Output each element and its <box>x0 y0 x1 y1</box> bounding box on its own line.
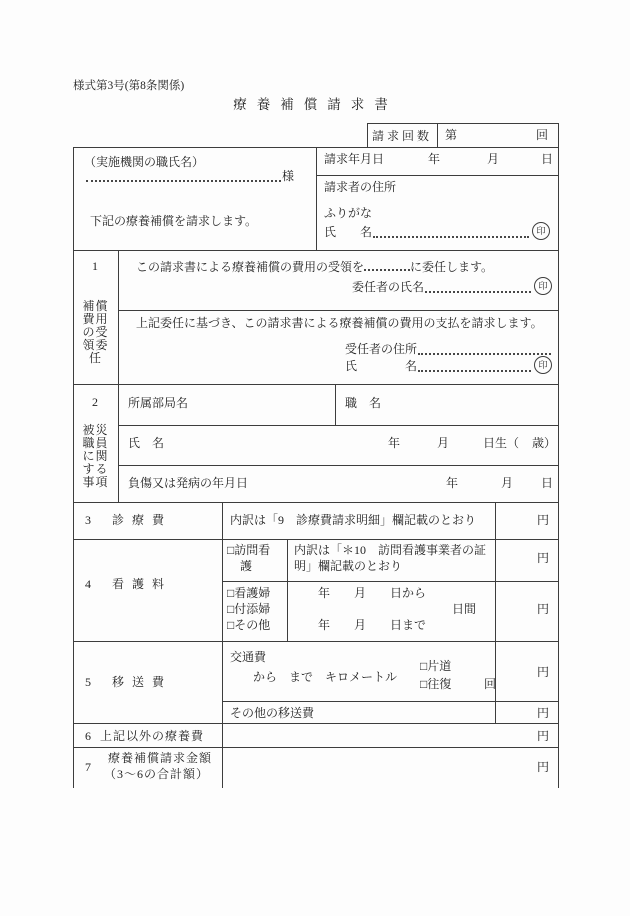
section2-number: 2 <box>92 395 98 409</box>
grid-hline <box>316 175 558 176</box>
claim-count-label: 請求回数 <box>371 128 432 143</box>
row4-label: 看護料 <box>112 577 173 591</box>
nursing-period-days: 日間 <box>452 602 477 616</box>
row3-unit: 円 <box>537 513 550 527</box>
delegatee-name-line <box>345 358 552 374</box>
claim-count-prefix: 第 <box>445 128 458 142</box>
employee-birth-age: 歳） <box>532 436 557 450</box>
row5-number: 5 <box>85 675 91 689</box>
delegation-consign-pre: この請求書による療養補償の費用の受領を <box>136 260 365 274</box>
grid-hline <box>118 465 558 466</box>
claim-count-unit: 回 <box>536 128 549 142</box>
grid-hline <box>73 747 558 748</box>
claimant-furigana-label: ふりがな <box>324 206 373 220</box>
section1-side-label <box>73 300 118 365</box>
row6-number: 6 <box>85 729 91 743</box>
round-trip-count-unit: 回 <box>484 677 497 691</box>
grid-vline <box>222 502 223 788</box>
delegatee-address-fill-line[interactable] <box>418 352 551 355</box>
row3-label: 診療費 <box>112 513 173 527</box>
round-trip-checkbox[interactable]: □往復 <box>420 677 452 691</box>
transport-label: 交通費 <box>230 650 267 664</box>
row3-number: 3 <box>85 513 91 527</box>
injury-day: 日 <box>541 476 554 490</box>
side-label-line: の受 <box>82 325 109 339</box>
claim-declaration: 下記の療養補償を請求します。 <box>90 214 258 228</box>
recipient-name-fill-line[interactable] <box>86 179 281 182</box>
delegatee-address-line <box>345 342 552 357</box>
recipient-org-label: （実施機関の職氏名） <box>84 155 205 169</box>
delegator-name-fill-line[interactable] <box>425 290 531 293</box>
delegation-request-line: 上記委任に基づき、この請求書による療養補償の費用の支払を請求します。 <box>136 316 543 330</box>
grid-hline <box>73 641 558 642</box>
claimant-address-label: 請求者の住所 <box>324 180 397 194</box>
grid-hline <box>118 425 558 426</box>
side-label-line: 事項 <box>82 475 109 489</box>
row4b-unit: 円 <box>537 602 550 616</box>
claim-date-year: 年 <box>428 152 441 166</box>
delegation-consign-line <box>136 261 493 274</box>
side-label-line: 任 <box>88 351 102 365</box>
delegatee-fill-line[interactable] <box>364 268 410 271</box>
delegatee-seal-mark: 印 <box>534 356 552 374</box>
grid-hline <box>222 581 558 582</box>
delegator-seal-mark: 印 <box>534 277 552 295</box>
claimant-name-line <box>324 224 550 240</box>
employee-name-label: 氏 名 <box>128 436 165 450</box>
side-label-line: 領委 <box>82 338 109 352</box>
delegator-name-line <box>352 279 552 295</box>
grid-hline <box>118 310 558 311</box>
grid-hline <box>73 723 558 724</box>
claimant-seal-mark: 印 <box>532 222 550 240</box>
nursing-period-from: 年 月 日から <box>318 586 427 600</box>
nursing-period-to: 年 月 日まで <box>318 618 427 632</box>
visiting-desc-line2: 明」欄記載のとおり <box>294 559 403 573</box>
section1-number: 1 <box>92 259 98 273</box>
nurse-checkbox[interactable]: □看護婦 <box>227 586 271 600</box>
row4a-unit: 円 <box>537 551 550 565</box>
grid-vline <box>118 250 119 502</box>
grid-vline <box>316 147 317 250</box>
grid-hline <box>222 701 558 702</box>
row5b-unit: 円 <box>537 706 550 720</box>
form-number: 様式第3号(第8条関係) <box>73 80 185 92</box>
attendant-checkbox[interactable]: □付添婦 <box>227 602 271 616</box>
side-label-line: 補償 <box>82 299 109 313</box>
injury-year: 年 <box>446 476 459 490</box>
row5-label: 移送費 <box>112 675 173 689</box>
row4-number: 4 <box>85 577 91 591</box>
other-nurse-checkbox[interactable]: □その他 <box>227 618 271 632</box>
employee-position-label: 職 名 <box>345 396 382 410</box>
visiting-desc-line1: 内訳は「＊10 訪問看護事業者の証 <box>294 543 487 557</box>
grid-hline <box>73 502 558 503</box>
side-label-line: 費用 <box>82 312 109 326</box>
grid-vline <box>437 123 438 147</box>
section2-side-label <box>73 424 118 489</box>
row3-desc: 内訳は「9 診療費請求明細」欄記載のとおり <box>230 513 477 527</box>
one-way-checkbox[interactable]: □片道 <box>420 659 452 673</box>
row7-number: 7 <box>85 760 91 774</box>
side-label-line: する <box>82 462 109 476</box>
row6-label: 上記以外の療養費 <box>100 729 205 743</box>
row5a-unit: 円 <box>537 665 550 679</box>
delegation-consign-post: に委任します。 <box>410 260 494 274</box>
row7-label-line1: 療養補償請求金額 <box>108 751 213 765</box>
employee-birth-year: 年 <box>388 436 401 450</box>
delegatee-address-label: 受任者の住所 <box>345 342 418 356</box>
row7-unit: 円 <box>537 760 550 774</box>
claimant-name-label: 氏 名 <box>324 225 373 239</box>
grid-vline <box>287 539 288 641</box>
grid-vline <box>558 123 559 788</box>
row6-unit: 円 <box>537 729 550 743</box>
visiting-nurse-checkbox[interactable]: □訪問看 <box>227 543 271 557</box>
recipient-honorific: 様 <box>281 169 294 183</box>
employee-dept-label: 所属部局名 <box>128 396 189 410</box>
claim-date-day: 日 <box>541 152 554 166</box>
recipient-name-line <box>85 170 294 184</box>
grid-hline <box>73 250 558 251</box>
side-label-line: 被災 <box>82 423 109 437</box>
visiting-nurse-checkbox-wrap: 護 <box>240 559 253 573</box>
side-label-line: に関 <box>82 449 109 463</box>
side-label-line: 職員 <box>82 436 109 450</box>
delegatee-name-fill-line[interactable] <box>418 369 531 372</box>
employee-birth-month: 月 <box>437 436 450 450</box>
form-title: 療養補償請求書 <box>233 97 398 112</box>
grid-hline <box>73 384 558 385</box>
row7-label-line2: （3～6の合計額） <box>104 767 210 781</box>
transport-range: から まで キロメートル <box>253 670 398 684</box>
delegator-name-label: 委任者の氏名 <box>352 280 425 294</box>
claim-date-month: 月 <box>487 152 500 166</box>
other-transfer-label: その他の移送費 <box>230 706 315 720</box>
claimant-name-fill-line[interactable] <box>373 235 529 238</box>
grid-vline <box>335 384 336 425</box>
grid-hline <box>73 539 558 540</box>
employee-birth-day: 日生（ <box>483 436 520 450</box>
claim-date-label: 請求年月日 <box>324 152 385 166</box>
injury-date-label: 負傷又は発病の年月日 <box>128 476 249 490</box>
injury-month: 月 <box>501 476 514 490</box>
delegatee-name-label: 氏 名 <box>345 359 418 373</box>
